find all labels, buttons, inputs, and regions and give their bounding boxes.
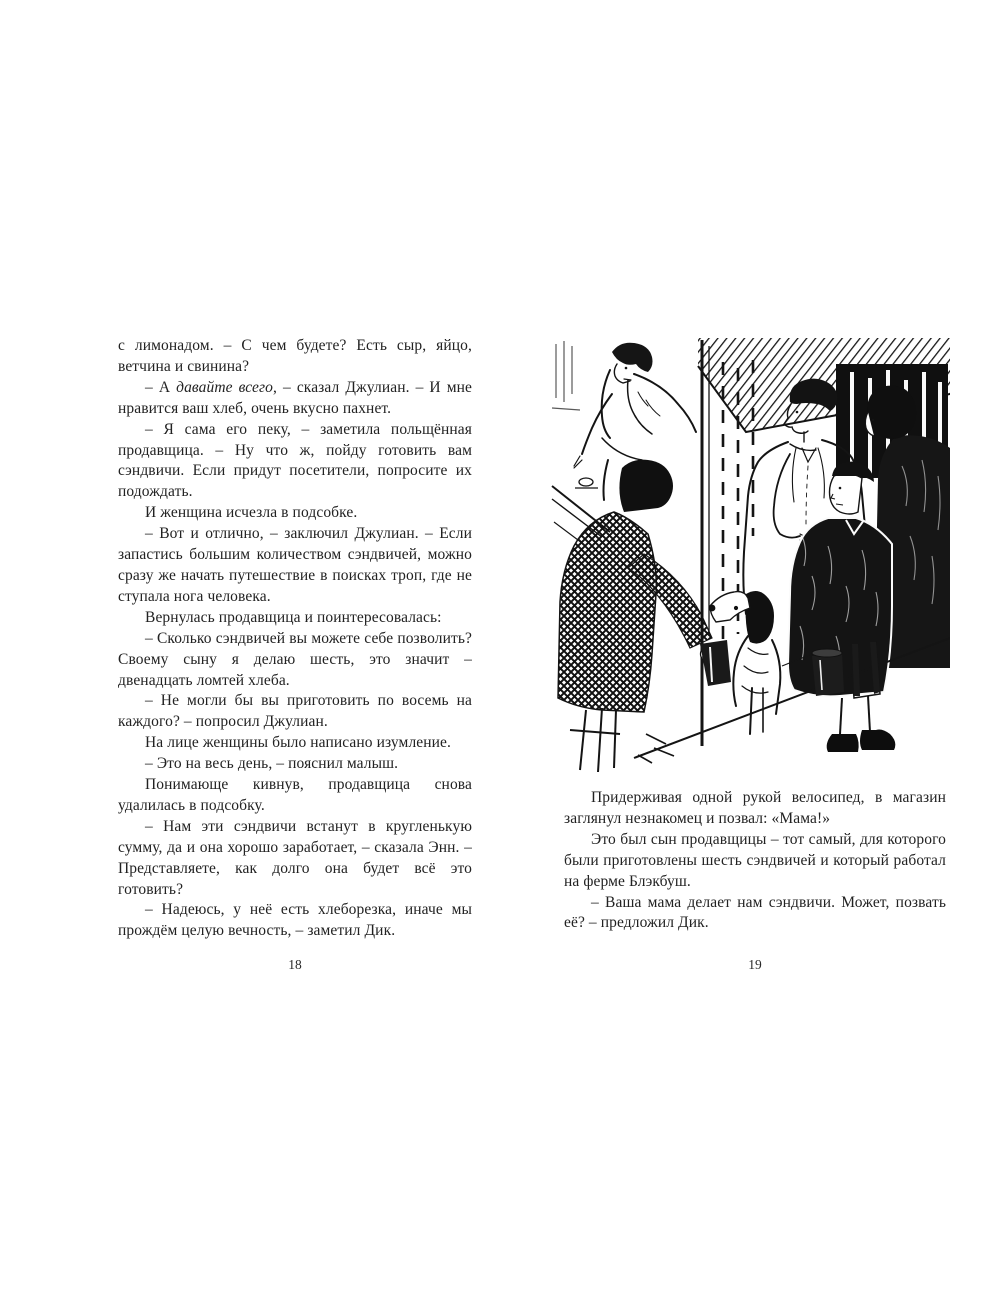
right-page-text — [564, 788, 946, 934]
paragraph: Вернулась продавщица и поинтересовалась: — [145, 608, 442, 626]
illustration-shop-shelf — [552, 341, 580, 410]
book-illustration — [550, 336, 950, 778]
paragraph: – Я сама его пеку, – заметила польщённая продавщица. – Ну что ж, пойду готовить вам сэндвичи. Если придут посетители, попросите их подождать. — [118, 420, 472, 501]
paragraph: – Сколько сэндвичей вы можете себе позволить? Своему сыну я делаю шесть, это значит – двенадцать ломтей хлеба. — [118, 629, 472, 689]
paragraph: Придерживая одной рукой велосипед, в магазин заглянул незнакомец и позвал: «Мама!» — [564, 789, 946, 827]
paragraph: На лице женщины было написано изумление. — [145, 734, 452, 752]
illustration-svg — [550, 336, 950, 778]
page-number-right: 19 — [748, 957, 762, 972]
page-number-left: 18 — [288, 957, 302, 972]
paragraph: – Не могли бы вы приготовить по восемь на каждого? – попросил Джулиан. — [118, 692, 472, 731]
illustration-back-figure — [558, 460, 731, 772]
paragraph: – Это на весь день, – пояснил малыш. — [145, 755, 399, 773]
paragraph: И женщина исчезла в подсобке. — [145, 504, 358, 522]
paragraph: Это был сын продавщицы – тот самый, для которого были приготовлены шесть сэндвичей и который работал на ферме Блэкбуш. — [564, 830, 946, 890]
paragraph: – Ваша мама делает нам сэндвичи. Может, позвать её? – предложил Дик. — [564, 893, 946, 932]
paragraph: Понимающе кивнув, продавщица снова удалилась в подсобку. — [118, 776, 472, 814]
paragraph: с лимонадом. – С чем будете? Есть сыр, яйцо, ветчина и свинина? — [118, 337, 472, 375]
paragraph: – Вот и отлично, – заключил Джулиан. – Если запастись большим количеством сэндвичей, можно сразу же начать путешествие в поисках троп, где не ступала нога человека. — [118, 525, 472, 605]
paragraph: – А давайте всего, – сказал Джулиан. – И мне нравится ваш хлеб, очень вкусно пахнет. — [118, 378, 472, 417]
paragraph: – Нам эти сэндвичи встанут в кругленькую сумму, да и она хорошо заработает, – сказала Энн. – Представляете, как долго она будет всё это готовить? — [118, 817, 472, 898]
paragraph: – Надеюсь, у неё есть хлеборезка, иначе мы прождём целую вечность, – заметил Дик. — [118, 901, 472, 940]
left-page-text — [118, 336, 472, 942]
